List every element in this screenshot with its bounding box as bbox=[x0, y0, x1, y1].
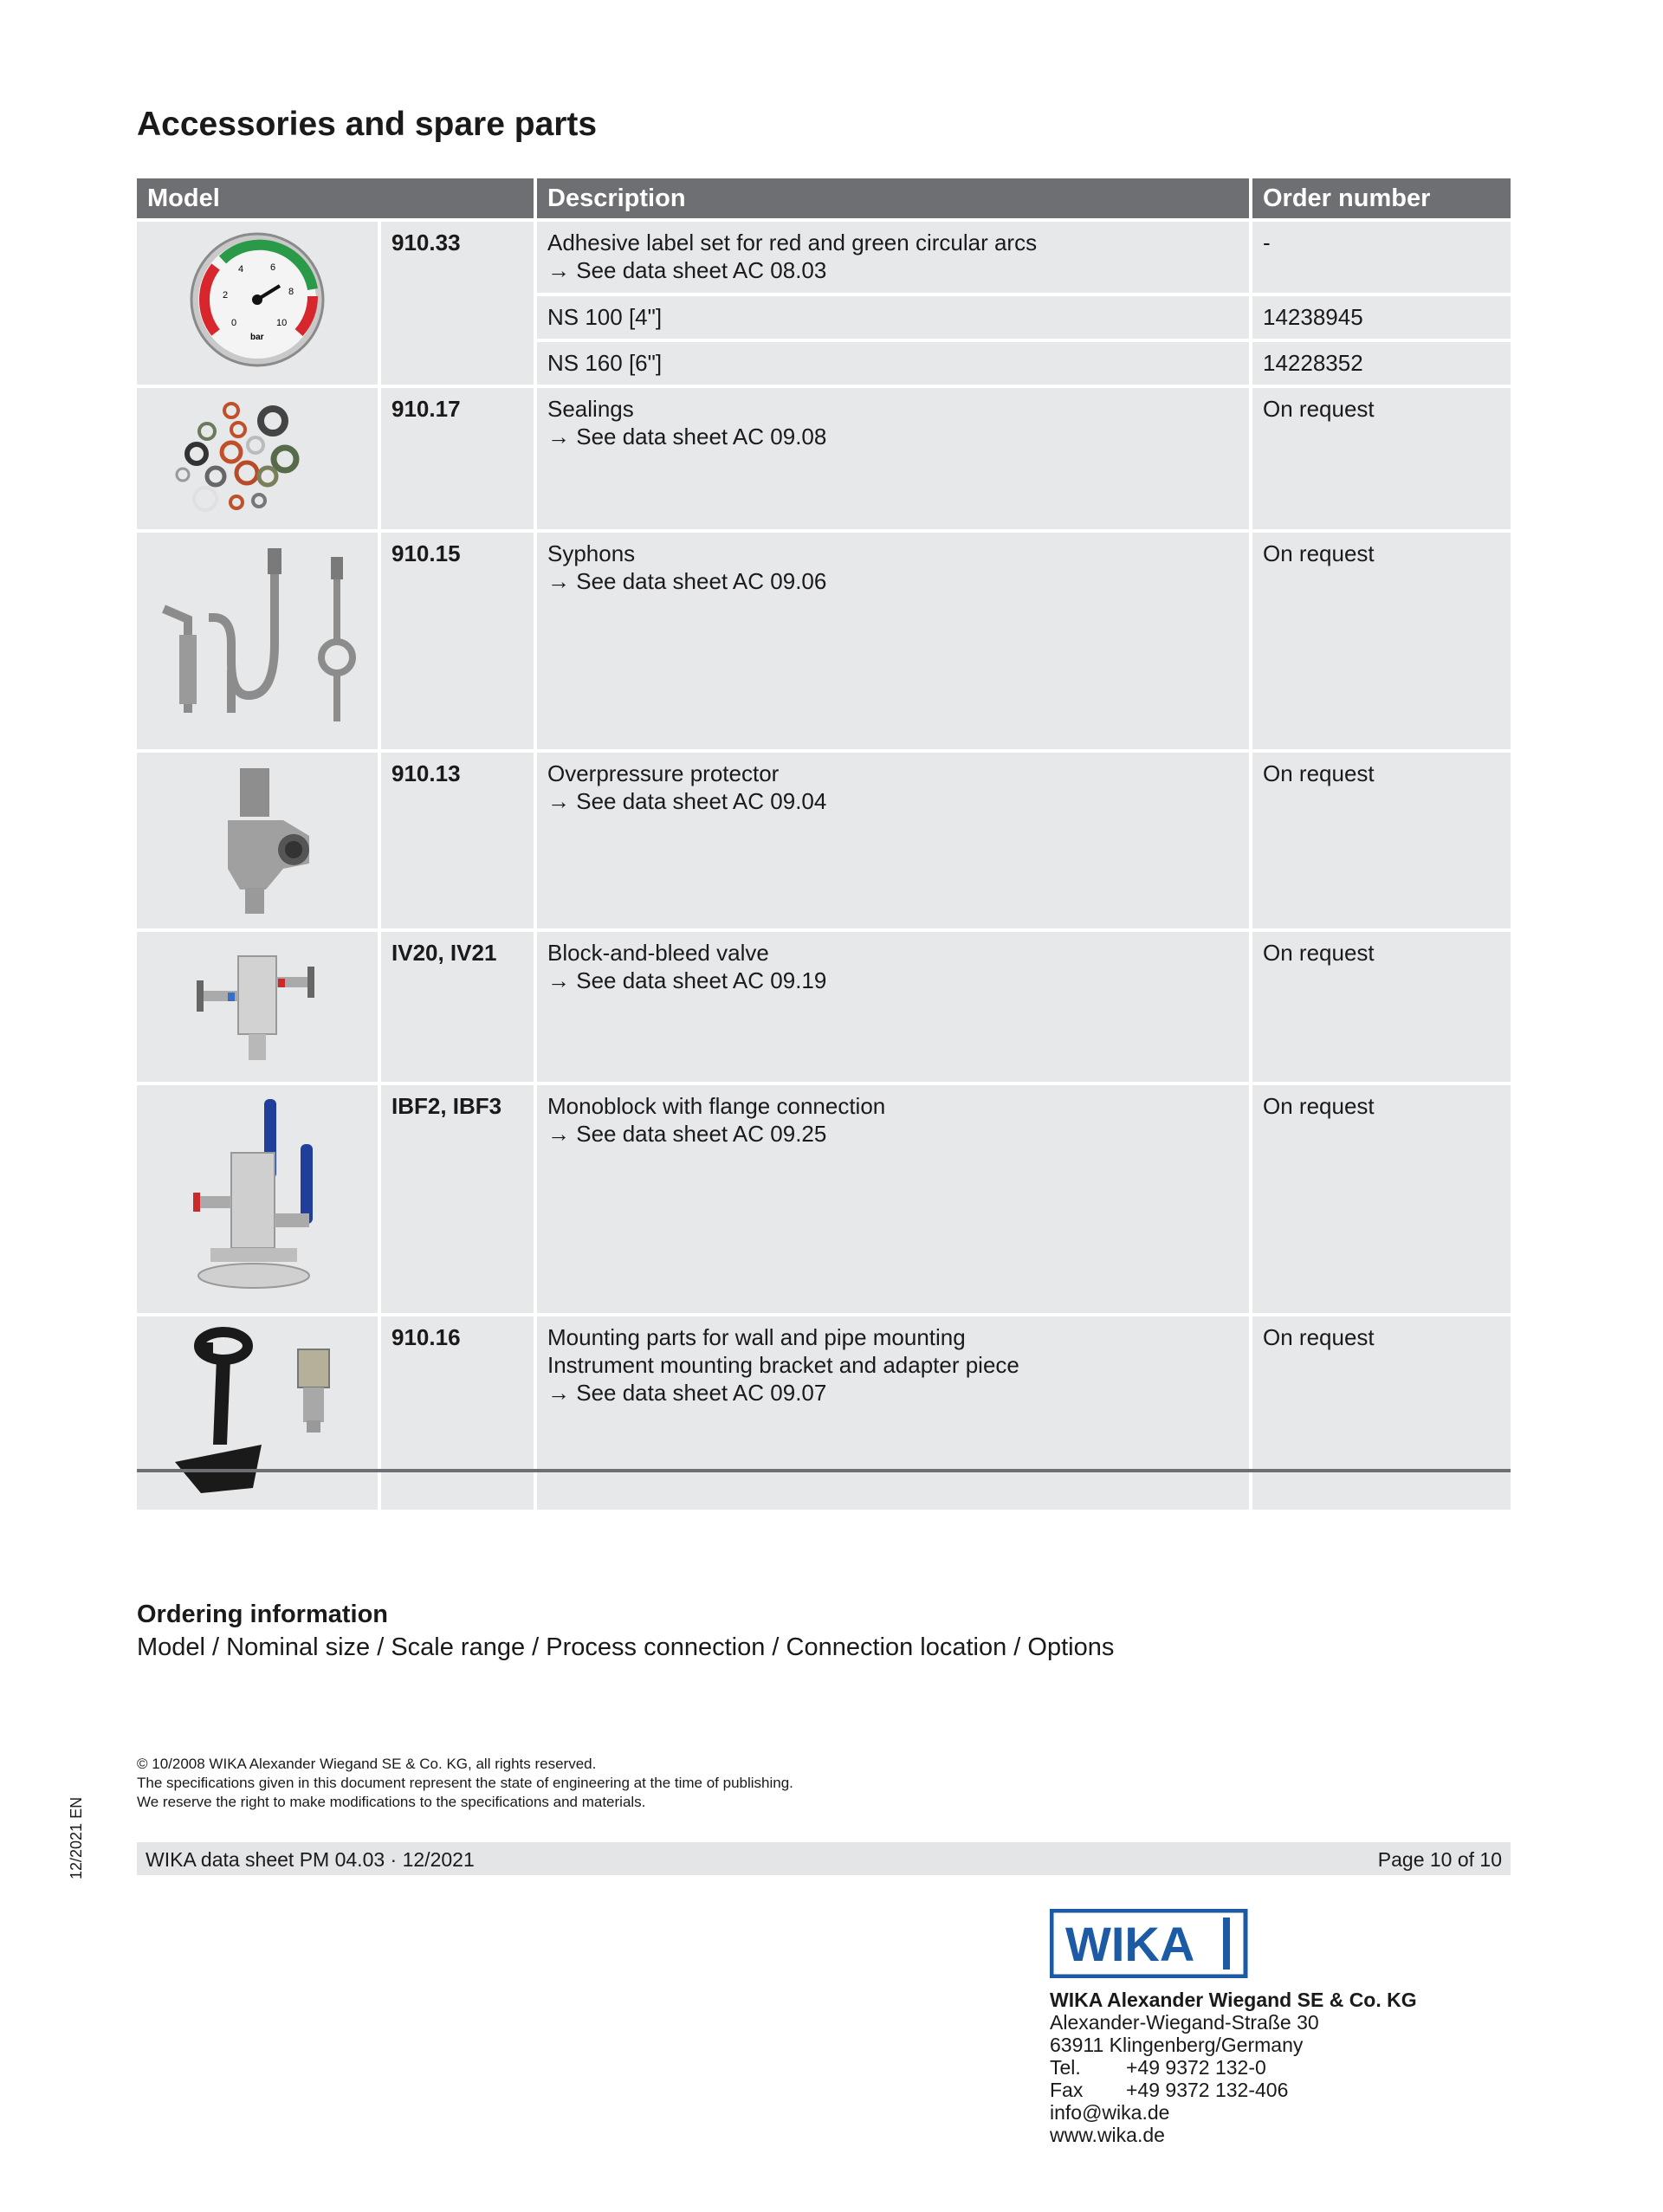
fax-number: +49 9372 132-406 bbox=[1126, 2079, 1289, 2101]
order-number-cell: 14228352 bbox=[1252, 342, 1511, 385]
product-image-cell bbox=[137, 222, 378, 385]
description-cell bbox=[537, 753, 1249, 928]
order-number-cell: - bbox=[1252, 222, 1511, 293]
ordering-text: Model / Nominal size / Scale range / Process connection / Connection location / Options bbox=[137, 1633, 1115, 1661]
overpressure-protector-image bbox=[179, 760, 335, 915]
description-cell bbox=[537, 533, 1249, 749]
table-header-row bbox=[137, 178, 1511, 218]
description-text: Adhesive label set for red and green circular arcs bbox=[547, 230, 1038, 255]
legal-line: © 10/2008 WIKA Alexander Wiegand SE & Co. KG, all rights reserved. bbox=[137, 1756, 597, 1772]
wika-logo bbox=[1050, 1909, 1249, 1982]
table-row bbox=[137, 932, 1511, 1082]
datasheet-id: WIKA data sheet PM 04.03 · 12/2021 bbox=[146, 1848, 475, 1871]
gauge-scale-0: 0 bbox=[231, 318, 237, 328]
datasheet-reference: → See data sheet AC 09.04 bbox=[547, 788, 827, 814]
datasheet-reference: → See data sheet AC 08.03 bbox=[547, 257, 827, 283]
model-cell: 910.33 bbox=[381, 222, 534, 385]
company-tel bbox=[1050, 2056, 1417, 2079]
logo-text: WIKA bbox=[1065, 1917, 1195, 1971]
description-text: Block-and-bleed valve bbox=[547, 940, 769, 966]
company-fax bbox=[1050, 2079, 1417, 2101]
product-image-cell bbox=[137, 1085, 378, 1313]
description-cell bbox=[537, 388, 1249, 529]
description-text: Mounting parts for wall and pipe mounting bbox=[547, 1324, 966, 1350]
order-number-cell: On request bbox=[1252, 753, 1511, 928]
company-address bbox=[1050, 1989, 1417, 2146]
tel-number: +49 9372 132-0 bbox=[1126, 2056, 1266, 2079]
gauge-scale-2: 2 bbox=[223, 290, 229, 301]
ordering-heading: Ordering information bbox=[137, 1601, 388, 1628]
description-cell bbox=[537, 1316, 1249, 1510]
datasheet-reference: → See data sheet AC 09.08 bbox=[547, 424, 827, 450]
block-and-bleed-valve-image bbox=[188, 939, 327, 1069]
accessories-table bbox=[133, 175, 1514, 1513]
product-image-cell bbox=[137, 388, 378, 529]
datasheet-reference: → See data sheet AC 09.25 bbox=[547, 1121, 827, 1147]
table-row bbox=[137, 533, 1511, 749]
description-cell bbox=[537, 222, 1249, 293]
company-city: 63911 Klingenberg/Germany bbox=[1050, 2034, 1304, 2056]
product-image-cell bbox=[137, 1316, 378, 1510]
datasheet-reference: → See data sheet AC 09.19 bbox=[547, 967, 827, 993]
gauge-scale-8: 8 bbox=[288, 287, 294, 297]
monoblock-flange-image bbox=[171, 1092, 344, 1300]
order-number-cell: On request bbox=[1252, 533, 1511, 749]
description-text: Overpressure protector bbox=[547, 760, 780, 786]
model-cell: 910.15 bbox=[381, 533, 534, 749]
description-cell bbox=[537, 932, 1249, 1082]
description-cell bbox=[537, 1085, 1249, 1313]
order-number-cell: On request bbox=[1252, 1085, 1511, 1313]
description-cell: NS 100 [4"] bbox=[537, 296, 1249, 339]
table-row bbox=[137, 753, 1511, 928]
company-street: Alexander-Wiegand-Straße 30 bbox=[1050, 2011, 1319, 2034]
description-text: Sealings bbox=[547, 396, 634, 422]
model-cell: 910.17 bbox=[381, 388, 534, 529]
datasheet-reference: → See data sheet AC 09.06 bbox=[547, 568, 827, 594]
order-number-cell: On request bbox=[1252, 932, 1511, 1082]
pressure-gauge-image bbox=[171, 229, 344, 372]
gauge-unit: bar bbox=[250, 333, 264, 342]
sealing-rings-image bbox=[171, 395, 344, 516]
model-cell: 910.16 bbox=[381, 1316, 534, 1510]
order-number-cell: On request bbox=[1252, 1316, 1511, 1510]
footer-bar bbox=[137, 1842, 1511, 1875]
side-edition-label: 12/2021 EN bbox=[68, 1796, 85, 1879]
product-image-cell bbox=[137, 753, 378, 928]
model-cell: IBF2, IBF3 bbox=[381, 1085, 534, 1313]
page-number: Page 10 of 10 bbox=[1377, 1848, 1502, 1871]
legal-line: The specifications given in this document represent the state of engineering at the time of publishing. bbox=[137, 1775, 793, 1791]
header-description: Description bbox=[537, 178, 1249, 218]
header-model: Model bbox=[137, 178, 534, 218]
gauge-scale-6: 6 bbox=[270, 262, 276, 273]
page-title: Accessories and spare parts bbox=[137, 106, 598, 143]
order-number-cell: 14238945 bbox=[1252, 296, 1511, 339]
company-website[interactable]: www.wika.de bbox=[1050, 2124, 1165, 2146]
model-cell: IV20, IV21 bbox=[381, 932, 534, 1082]
header-order-number: Order number bbox=[1252, 178, 1511, 218]
legal-notice bbox=[137, 1755, 793, 1812]
description-text: Monoblock with flange connection bbox=[547, 1093, 886, 1119]
datasheet-reference: → See data sheet AC 09.07 bbox=[547, 1380, 827, 1406]
table-row bbox=[137, 1085, 1511, 1313]
company-email[interactable]: info@wika.de bbox=[1050, 2101, 1170, 2124]
product-image-cell bbox=[137, 533, 378, 749]
table-row bbox=[137, 222, 1511, 293]
model-cell: 910.13 bbox=[381, 753, 534, 928]
description-cell: NS 160 [6"] bbox=[537, 342, 1249, 385]
table-row bbox=[137, 1316, 1511, 1510]
tel-label: Tel. bbox=[1050, 2056, 1081, 2079]
table-bottom-rule bbox=[137, 1469, 1511, 1472]
table-row bbox=[137, 388, 1511, 529]
syphons-image bbox=[153, 540, 361, 730]
description-text-2: Instrument mounting bracket and adapter piece bbox=[547, 1352, 1019, 1378]
product-image-cell bbox=[137, 932, 378, 1082]
company-name: WIKA Alexander Wiegand SE & Co. KG bbox=[1050, 1989, 1417, 2011]
gauge-scale-4: 4 bbox=[238, 264, 244, 275]
description-text: Syphons bbox=[547, 540, 636, 566]
order-number-cell: On request bbox=[1252, 388, 1511, 529]
gauge-scale-10: 10 bbox=[276, 318, 288, 328]
legal-line: We reserve the right to make modifications to the specifications and materials. bbox=[137, 1794, 646, 1810]
fax-label: Fax bbox=[1050, 2079, 1084, 2101]
